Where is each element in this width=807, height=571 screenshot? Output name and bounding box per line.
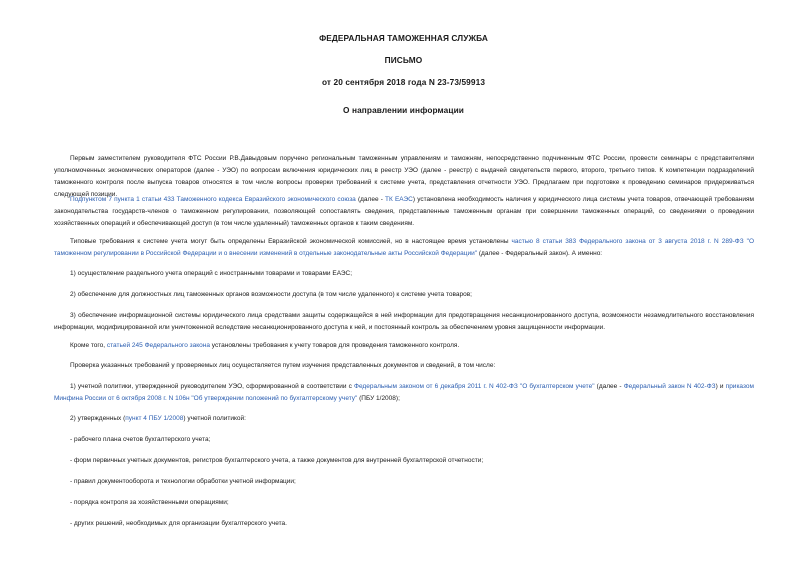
document-subject: О направлении информации [343, 105, 464, 115]
federal-law-289-fz-link[interactable]: частью 8 статьи 383 Федерального закона от 3 августа 2018 г. N 289-ФЗ "О таможенном регулировании в Российской Федерации и о внесении изменений в отдельные законодательные акты Российской Федерации" [54, 238, 754, 257]
agency-title: ФЕДЕРАЛЬНАЯ ТАМОЖЕННАЯ СЛУЖБА [319, 33, 488, 43]
sub-item-operations-control: - порядка контроля за хозяйственными операциями; [70, 499, 229, 506]
document-date-number: от 20 сентября 2018 года N 23-73/59913 [321, 77, 486, 87]
article-245-link[interactable]: статьей 245 Федерального закона [106, 342, 210, 349]
sub-item-accounts-plan: - рабочего плана счетов бухгалтерского учета; [70, 436, 211, 443]
paragraph-3-text-1: Типовые требования к системе учета могут быть определены Евразийской экономической комиссией, но в настоящее время установлены [70, 238, 512, 245]
tk-eaes-link[interactable]: ТК ЕАЭС [385, 196, 413, 203]
paragraph-2-text-1: (далее - [355, 196, 386, 203]
paragraph-3 [54, 236, 754, 260]
tk-eaes-article-433-link[interactable]: Подпунктом 7 пункта 1 статьи 433 Таможенного кодекса Евразийского экономического союза [70, 196, 356, 203]
paragraph-9-text-4: (ПБУ 1/2008); [357, 395, 400, 402]
paragraph-10 [54, 413, 754, 425]
paragraph-9-text-3: ) и [715, 383, 726, 390]
list-item-2: 2) обеспечение для должностных лиц таможенных органов возможности доступа (в том числе удаленного) к системе учета товаров; [70, 291, 472, 298]
paragraph-7-text-2: установлены требования к учету товаров для проведения таможенного контроля. [210, 342, 460, 349]
pbu-1-2008-point-4-link[interactable]: пункт 4 ПБУ 1/2008 [125, 415, 184, 422]
paragraph-2 [54, 194, 754, 230]
paragraph-3-text-2: (далее - Федеральный закон). А именно: [477, 250, 603, 257]
paragraph-8: Проверка указанных требований у проверяемых лиц осуществляется путем изучения представленных документов и сведений, в том числе: [70, 362, 496, 369]
document-type: ПИСЬМО [384, 55, 423, 65]
list-item-3: 3) обеспечение информационной системы юридического лица средствами защиты содержащейся в ней информации для предотвращения несанкционированного доступа, возможности незамедлительного восстановления информации, модифицированной или уничтоженной вследствие несанкционированного доступа к ней, и постоянный контроль за обеспечением уровня защищенности информации. [54, 312, 754, 331]
paragraph-9 [54, 381, 754, 405]
paragraph-10-text-1: 2) утвержденных ( [70, 415, 126, 422]
list-item-1: 1) осуществление раздельного учета операций с иностранными товарами и товарами ЕАЭС; [70, 270, 353, 277]
paragraph-9-text-1: 1) учетной политики, утвержденной руководителем УЭО, сформированной в соответствии с [70, 383, 355, 390]
paragraph-1: Первым заместителем руководителя ФТС России Р.В.Давыдовым поручено региональным таможенным управлениям и таможням, непосредственно подчиненным ФТС России, провести семинары с представителями уполномоченных экономических операторов (далее - УЭО) по вопросам включения юридических лиц в реестр УЭО (далее - реестр) с выдачей свидетельств первого, второго, третьего типов. К компетенции подразделений таможенного контроля после выпуска товаров относятся в том числе вопросы проверки требований к системе учета, представления отчетности УЭО. Предлагаем при подготовке к проведению семинаров придерживаться следующей позиции. [54, 155, 754, 198]
paragraph-2-text-2: ) установлена необходимость наличия у юридического лица системы учета товаров, отвечающей требованиям законодательства государств-членов о таможенном регулировании, позволяющей сопоставлять сведения, представленные таможенным органам при совершении таможенных операций, со сведениями о проведении хозяйственных операций и обеспечивающей доступ (в том числе удаленный) таможенных органов к таким сведениям. [54, 196, 754, 227]
paragraph-9-text-2: (далее - [594, 383, 624, 390]
sub-item-document-forms: - форм первичных учетных документов, регистров бухгалтерского учета, а также документов для внутренней бухгалтерской отчетности; [70, 457, 484, 464]
federal-law-402-fz-short-link[interactable]: Федеральный закон N 402-ФЗ [623, 383, 716, 390]
minfin-order-106n-link[interactable]: приказом Минфина России от 6 октября 2008 г. N 106н "Об утверждении положений по бухгалтерскому учету" [54, 383, 754, 402]
sub-item-document-flow: - правил документооборота и технологии обработки учетной информации; [70, 478, 296, 485]
paragraph-10-text-2: ) учетной политикой: [183, 415, 246, 422]
paragraph-7 [54, 340, 754, 352]
federal-law-402-fz-link[interactable]: Федеральным законом от 6 декабря 2011 г. N 402-ФЗ "О бухгалтерском учете" [354, 383, 595, 390]
sub-item-other-decisions: - других решений, необходимых для организации бухгалтерского учета. [70, 520, 287, 527]
paragraph-7-text-1: Кроме того, [70, 342, 107, 349]
